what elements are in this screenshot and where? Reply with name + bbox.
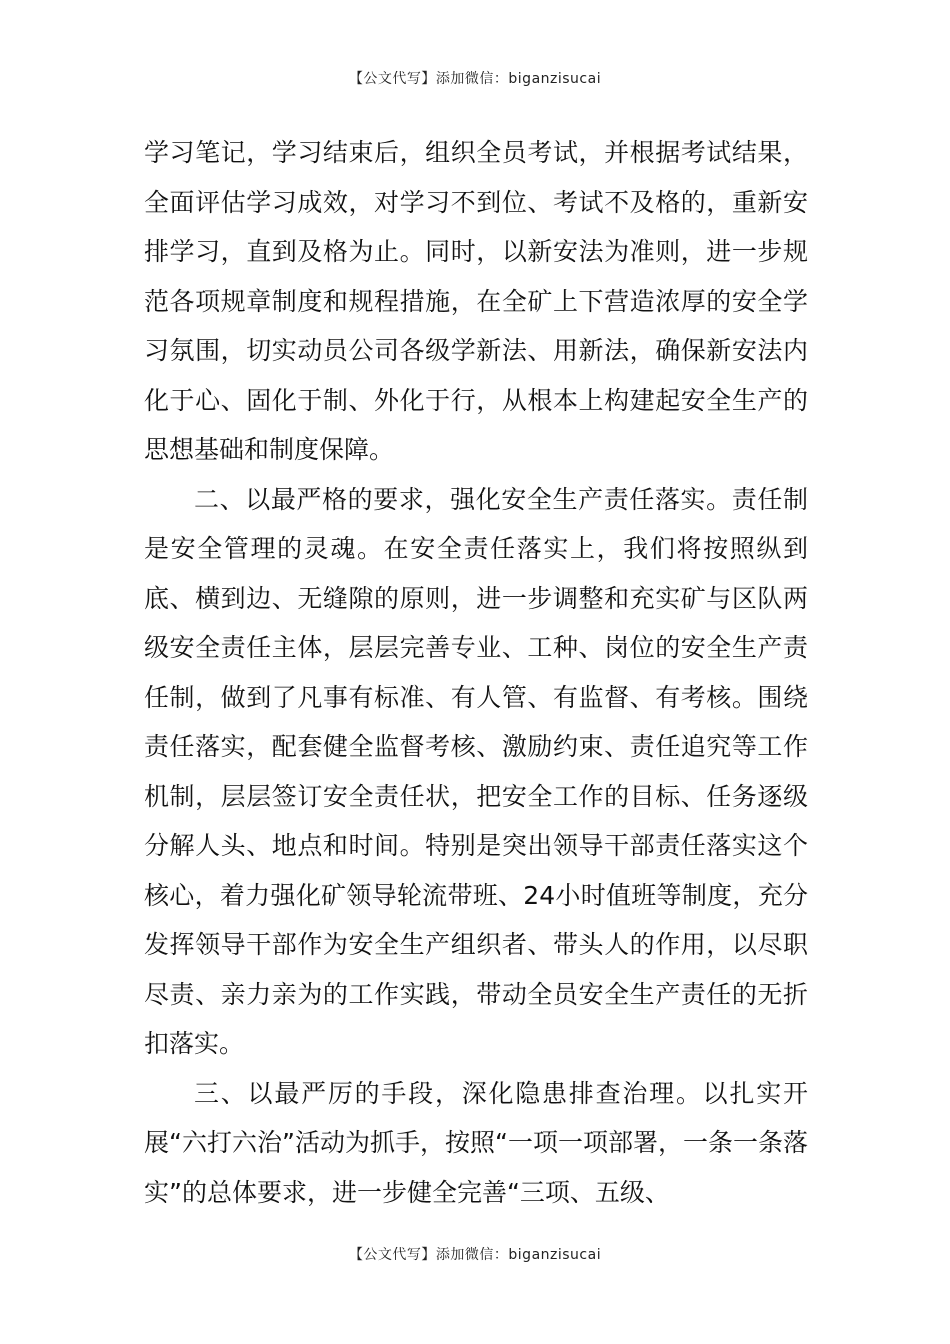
page-footer-watermark: 【公文代写】添加微信：biganzisucai	[348, 1247, 602, 1263]
paragraph-responsibility: 二、以最严格的要求，强化安全生产责任落实。责任制是安全管理的灵魂。在安全责任落实上，我们将按照纵到底、横到边、无缝隙的原则，进一步调整和充实矿与区队两级安全责任主体，层层完善专业、工种、岗位的安全生产责任制，做到了凡事有标准、有人管、有监督、有考核。围绕责任落实，配套健全监督考核、激励约束、责任追究等工作机制，层层签订安全责任状，把安全工作的目标、任务逐级分解人头、地点和时间。特别是突出领导干部责任落实这个核心，着力强化矿领导轮流带班、24小时值班等制度，充分发挥领导干部作为安全生产组织者、带头人的作用，以尽职尽责、亲力亲为的工作实践，带动全员安全生产责任的无折扣落实。	[144, 484, 808, 1058]
paragraph-continuation: 学习笔记，学习结束后，组织全员考试，并根据考试结果，全面评估学习成效，对学习不到位、考试不及格的，重新安排学习，直到及格为止。同时，以新安法为准则，进一步规范各项规章制度和规程措施，在全矿上下营造浓厚的安全学习氛围，切实动员公司各级学新法、用新法，确保新安法内化于心、固化于制、外化于行，从根本上构建起安全生产的思想基础和制度保障。	[144, 138, 808, 464]
page-header-watermark: 【公文代写】添加微信：biganzisucai	[348, 71, 602, 87]
document-body	[144, 128, 808, 1217]
paragraph-hazard-inspection: 三、以最严厉的手段，深化隐患排查治理。以扎实开展“六打六治”活动为抓手，按照“一项一项部署，一条一条落实”的总体要求，进一步健全完善“三项、五级、	[144, 1078, 808, 1207]
